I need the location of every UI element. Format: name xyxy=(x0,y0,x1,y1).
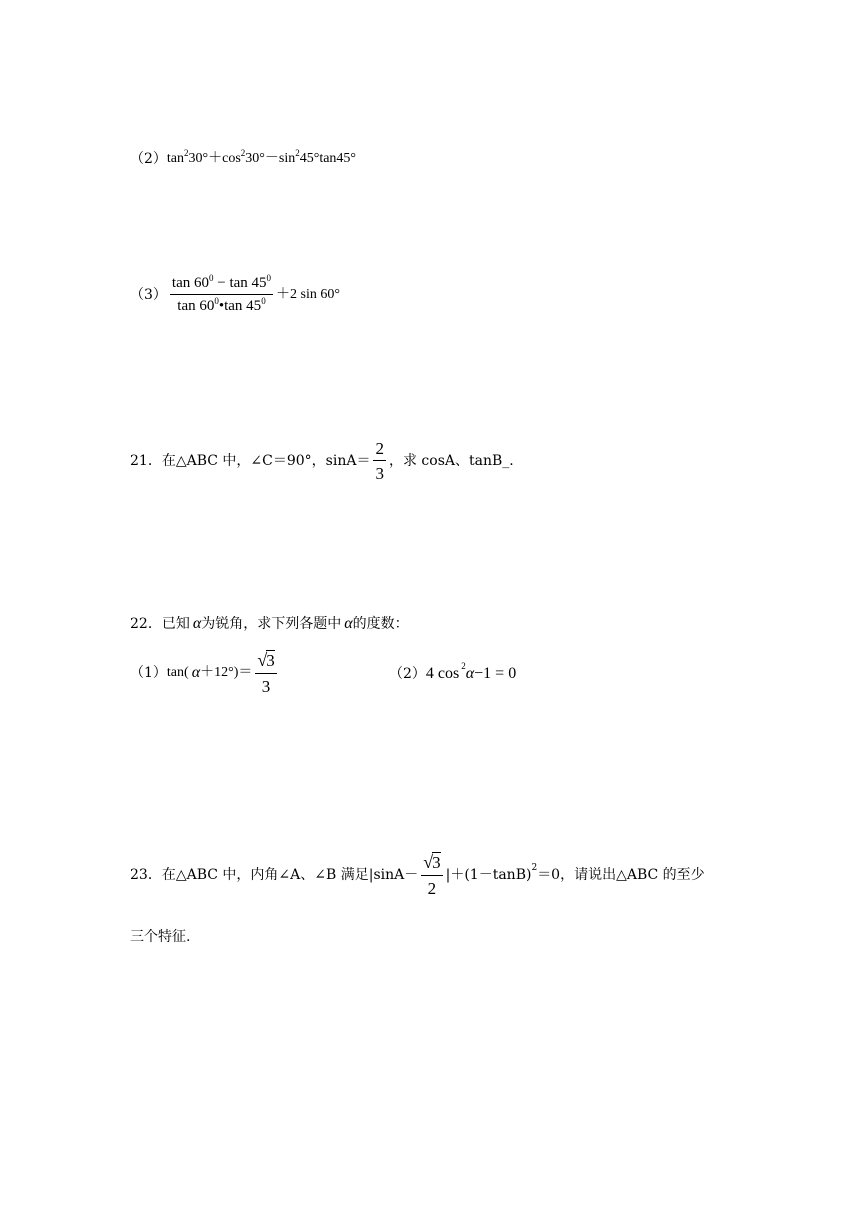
den-part: tan 60 xyxy=(177,298,215,314)
radical-sign: √ xyxy=(423,852,434,872)
question-number: 22． xyxy=(130,616,162,632)
square-root xyxy=(257,650,274,669)
fraction-numerator: 2 xyxy=(375,439,384,458)
sub-label: （1） xyxy=(130,664,167,681)
alpha-symbol: α xyxy=(465,665,475,682)
problem-20-3 xyxy=(130,273,340,314)
num-part: − tan 45 xyxy=(213,275,267,291)
question-text: 已知 xyxy=(161,616,190,632)
expr-part: tan( xyxy=(166,664,189,680)
question-text: 在△ABC 中，∠C＝90°，sinA＝ xyxy=(161,453,371,469)
exponent: 0 xyxy=(261,296,266,306)
expr-part: 45°tan45° xyxy=(299,151,357,166)
problem-20-2 xyxy=(130,147,357,167)
fraction-denominator: 2 xyxy=(427,879,437,898)
square-root xyxy=(423,852,440,871)
alpha-symbol: α xyxy=(344,615,353,632)
exponent: 2 xyxy=(240,147,246,158)
fraction-numerator xyxy=(255,650,276,673)
question-22 xyxy=(130,616,409,632)
exponent: 2 xyxy=(295,147,300,158)
fraction-numerator xyxy=(421,852,442,875)
question-number: 23． xyxy=(130,866,162,883)
exponent: 0 xyxy=(266,273,272,283)
question-number: 21． xyxy=(130,453,162,469)
fraction xyxy=(373,440,386,482)
den-part: •tan 45 xyxy=(218,298,262,314)
sub-label: （2） xyxy=(389,666,426,682)
expr-part: −1 = 0 xyxy=(474,665,517,682)
question-text: ＝0，请说出△ABC 的至少 xyxy=(537,866,705,883)
question-text: 的度数： xyxy=(352,616,409,632)
alpha-symbol: α xyxy=(191,663,201,681)
question-21 xyxy=(130,440,514,482)
expr-part: 30°＋cos xyxy=(188,151,241,166)
exponent: 2 xyxy=(531,863,538,873)
fraction-denominator xyxy=(175,295,267,314)
question-text: 为锐角，求下列各题中 xyxy=(201,616,342,632)
expr-part: tan xyxy=(166,151,185,166)
question-text: ，求 cosA、tanB_. xyxy=(388,453,514,469)
fraction-denominator: 3 xyxy=(375,464,384,483)
fraction xyxy=(255,650,276,695)
radical-sign: √ xyxy=(257,650,268,670)
sub-label: （3） xyxy=(130,287,167,303)
fraction-denominator: 3 xyxy=(261,677,271,696)
question-23-line-2 xyxy=(130,930,190,944)
question-23 xyxy=(130,852,705,897)
radicand: 3 xyxy=(432,853,441,872)
question-text: |＋(1－tanB) xyxy=(445,866,532,883)
fraction xyxy=(421,852,442,897)
radicand: 3 xyxy=(266,651,275,670)
question-22-part-1 xyxy=(130,650,280,695)
exponent: 2 xyxy=(461,660,466,671)
question-text: 在△ABC 中，内角∠A、∠B 满足|sinA－ xyxy=(161,866,419,883)
alpha-symbol: α xyxy=(192,615,202,632)
question-text: 三个特征. xyxy=(130,929,191,945)
exponent: 2 xyxy=(184,147,189,158)
expr-part: 30°－sin xyxy=(245,151,296,166)
question-22-part-2 xyxy=(389,660,517,682)
expr-tail: ＋2 sin 60° xyxy=(276,287,340,302)
expr-part: ＋12°)＝ xyxy=(200,664,253,680)
expr-part: 4 cos xyxy=(425,665,460,682)
fraction-numerator xyxy=(170,273,273,294)
exponent: 0 xyxy=(214,296,219,306)
exponent: 0 xyxy=(209,273,214,283)
sub-label: （2） xyxy=(130,151,167,167)
fraction xyxy=(170,273,273,314)
num-part: tan 60 xyxy=(171,275,209,291)
